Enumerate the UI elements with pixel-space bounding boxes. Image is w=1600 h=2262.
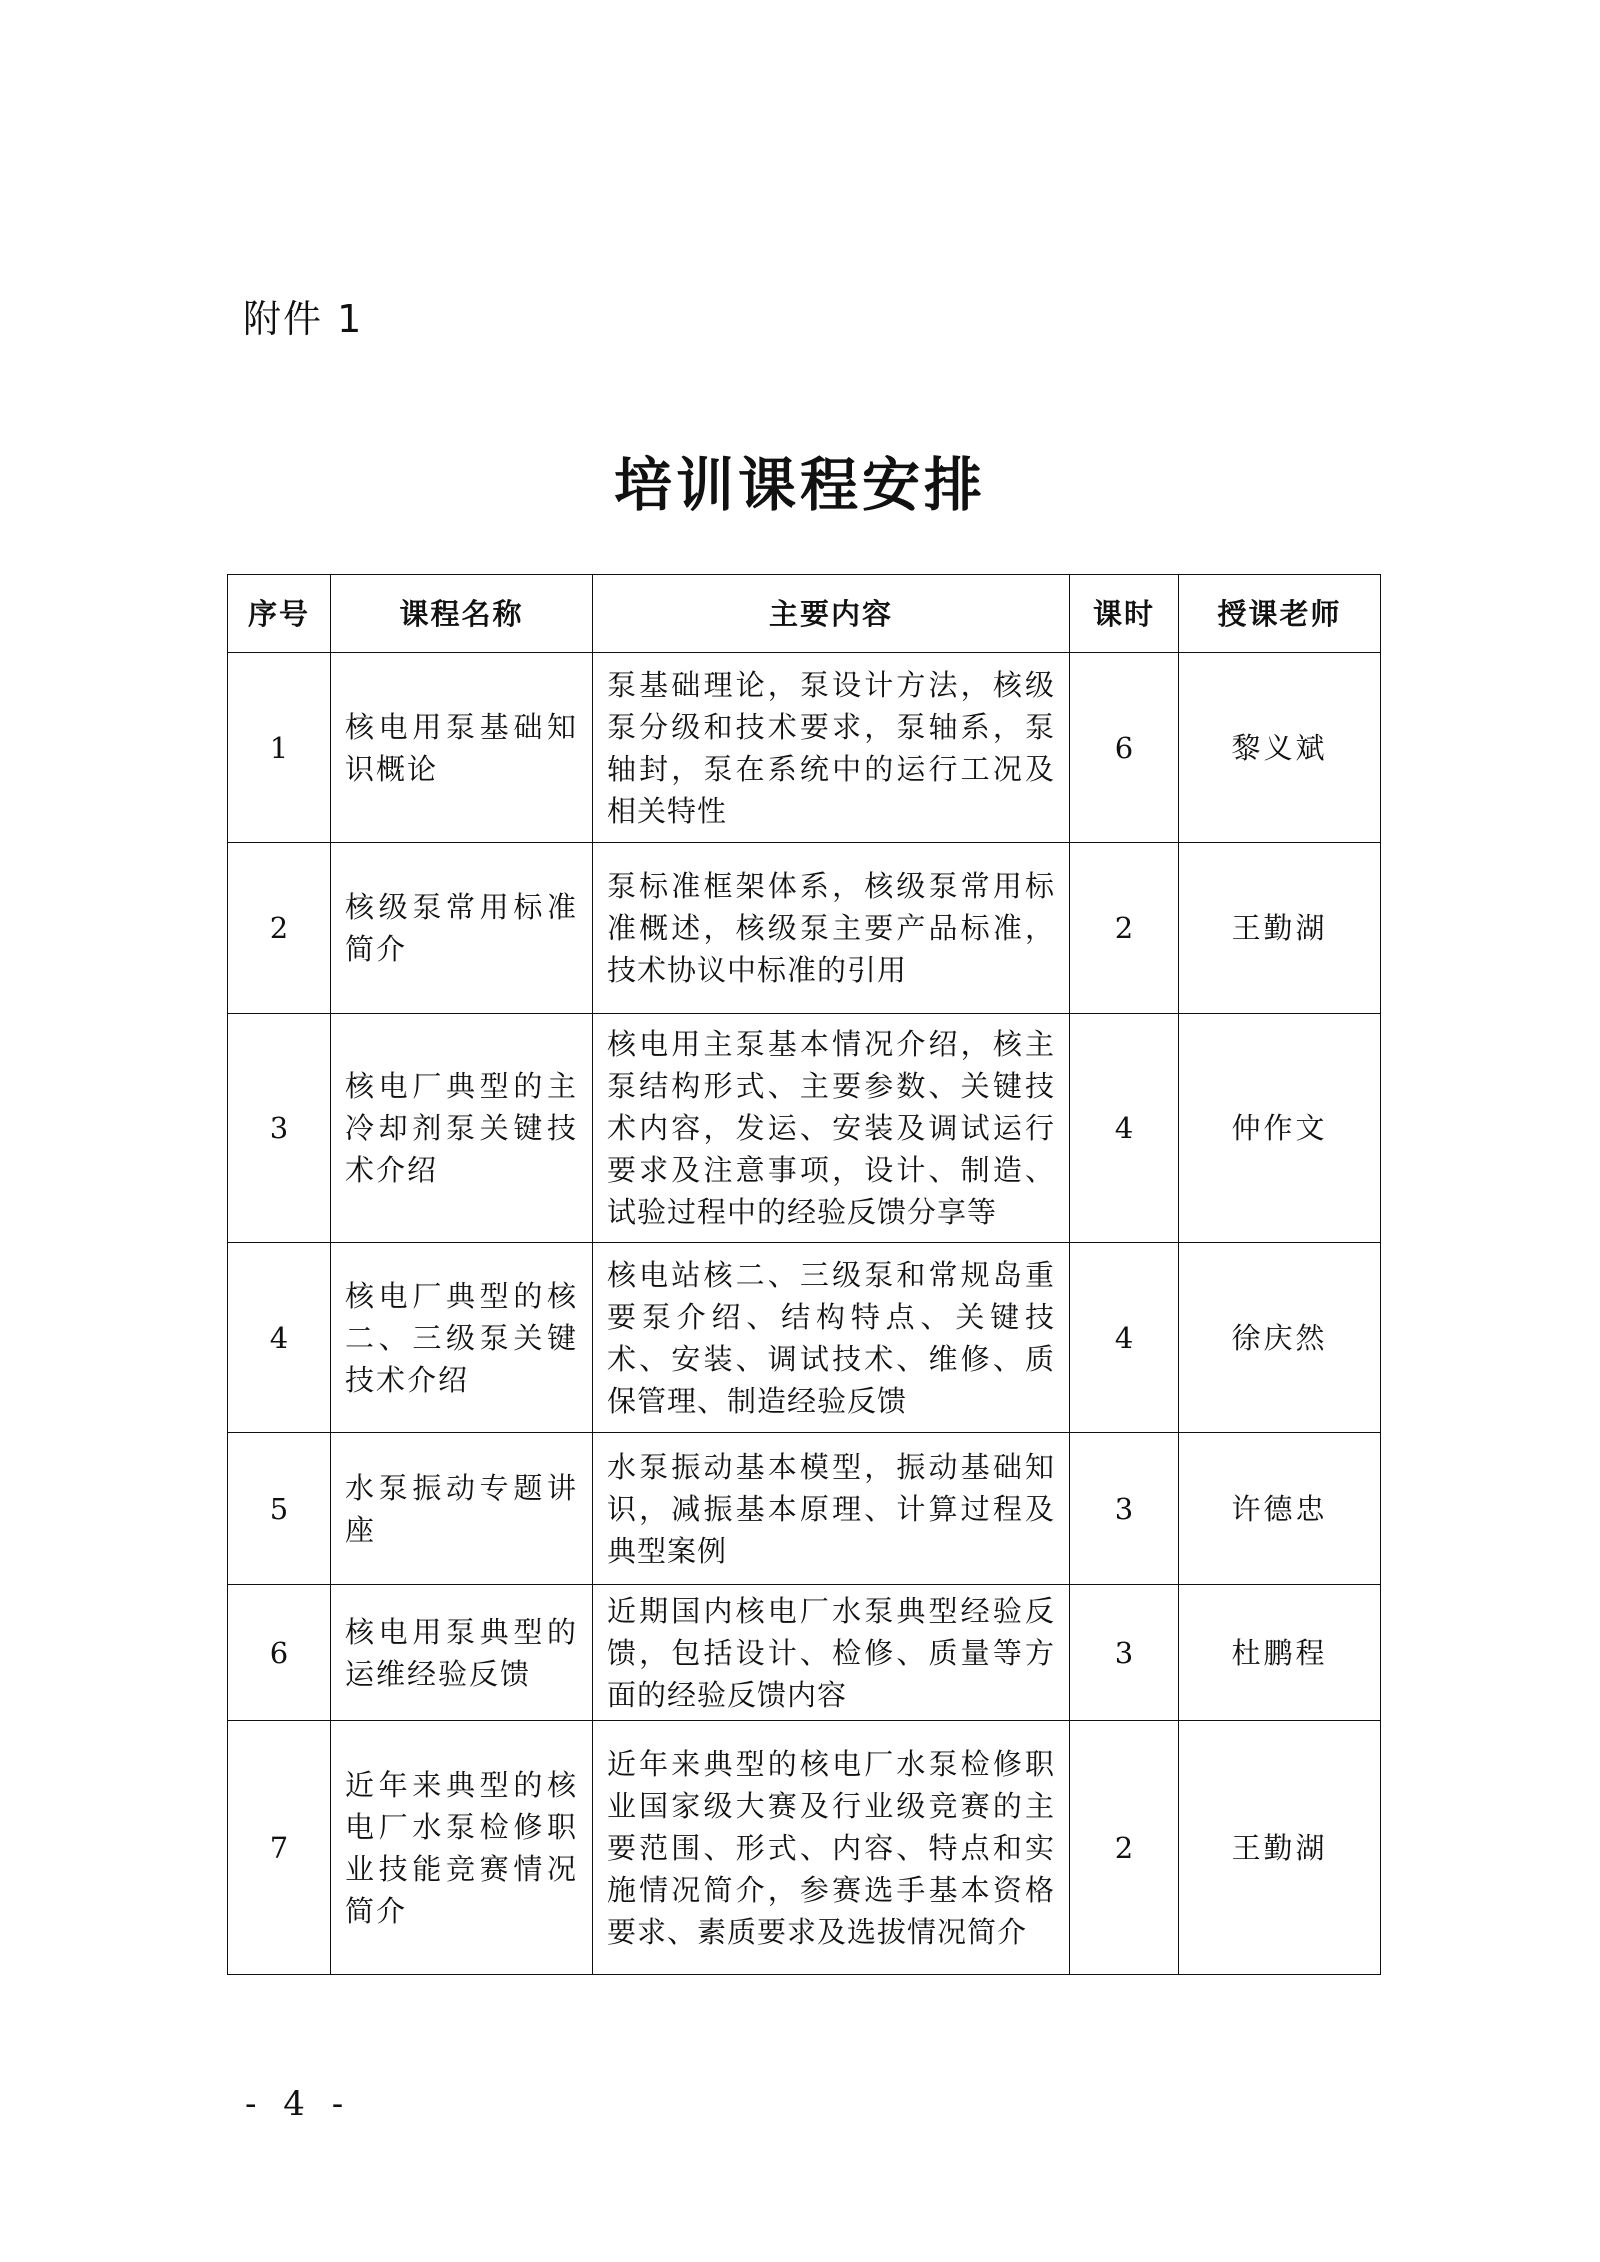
row-number: 6 (228, 1585, 331, 1721)
row-number: 5 (228, 1433, 331, 1585)
course-teacher: 徐庆然 (1179, 1243, 1381, 1433)
row-number: 2 (228, 843, 331, 1014)
course-name: 核级泵常用标准简介 (331, 843, 593, 1014)
table-row (228, 1014, 1381, 1243)
table-row (228, 1585, 1381, 1721)
table-row (228, 843, 1381, 1014)
column-header-hours: 课时 (1070, 575, 1179, 653)
column-header-teacher: 授课老师 (1179, 575, 1381, 653)
course-name: 核电用泵典型的运维经验反馈 (331, 1585, 593, 1721)
course-hours: 6 (1070, 653, 1179, 843)
table-row (228, 653, 1381, 843)
course-name: 核电用泵基础知识概论 (331, 653, 593, 843)
course-content: 近年来典型的核电厂水泵检修职业国家级大赛及行业级竞赛的主要范围、形式、内容、特点和实施情况简介，参赛选手基本资格要求、素质要求及选拔情况简介 (593, 1721, 1070, 1975)
course-content: 近期国内核电厂水泵典型经验反馈，包括设计、检修、质量等方面的经验反馈内容 (593, 1585, 1070, 1721)
table-row (228, 1433, 1381, 1585)
document-title: 培训课程安排 (613, 451, 986, 519)
course-schedule-table (227, 574, 1381, 1975)
table-row (228, 1721, 1381, 1975)
row-number: 3 (228, 1014, 331, 1243)
course-teacher: 黎义斌 (1179, 653, 1381, 843)
course-name: 核电厂典型的核二、三级泵关键技术介绍 (331, 1243, 593, 1433)
course-name: 水泵振动专题讲座 (331, 1433, 593, 1585)
course-teacher: 杜鹏程 (1179, 1585, 1381, 1721)
table-header-row (228, 575, 1381, 653)
course-hours: 2 (1070, 1721, 1179, 1975)
course-hours: 4 (1070, 1243, 1179, 1433)
row-number: 1 (228, 653, 331, 843)
course-name: 核电厂典型的主冷却剂泵关键技术介绍 (331, 1014, 593, 1243)
course-hours: 4 (1070, 1014, 1179, 1243)
course-content: 核电用主泵基本情况介绍，核主泵结构形式、主要参数、关键技术内容，发运、安装及调试运行要求及注意事项，设计、制造、试验过程中的经验反馈分享等 (593, 1014, 1070, 1243)
table-row (228, 1243, 1381, 1433)
course-hours: 3 (1070, 1585, 1179, 1721)
column-header-number: 序号 (228, 575, 331, 653)
course-content: 泵标准框架体系，核级泵常用标准概述，核级泵主要产品标准，技术协议中标准的引用 (593, 843, 1070, 1014)
attachment-label: 附件 1 (243, 297, 364, 341)
course-teacher: 王勤湖 (1179, 1721, 1381, 1975)
page-number: - 4 - (245, 2084, 352, 2124)
course-content: 泵基础理论，泵设计方法，核级泵分级和技术要求，泵轴系，泵轴封，泵在系统中的运行工况及相关特性 (593, 653, 1070, 843)
course-hours: 3 (1070, 1433, 1179, 1585)
row-number: 7 (228, 1721, 331, 1975)
column-header-main-content: 主要内容 (593, 575, 1070, 653)
course-content: 水泵振动基本模型，振动基础知识，减振基本原理、计算过程及典型案例 (593, 1433, 1070, 1585)
course-teacher: 仲作文 (1179, 1014, 1381, 1243)
course-name: 近年来典型的核电厂水泵检修职业技能竞赛情况简介 (331, 1721, 593, 1975)
column-header-course-name: 课程名称 (331, 575, 593, 653)
row-number: 4 (228, 1243, 331, 1433)
course-teacher: 王勤湖 (1179, 843, 1381, 1014)
course-hours: 2 (1070, 843, 1179, 1014)
course-teacher: 许德忠 (1179, 1433, 1381, 1585)
course-content: 核电站核二、三级泵和常规岛重要泵介绍、结构特点、关键技术、安装、调试技术、维修、质保管理、制造经验反馈 (593, 1243, 1070, 1433)
